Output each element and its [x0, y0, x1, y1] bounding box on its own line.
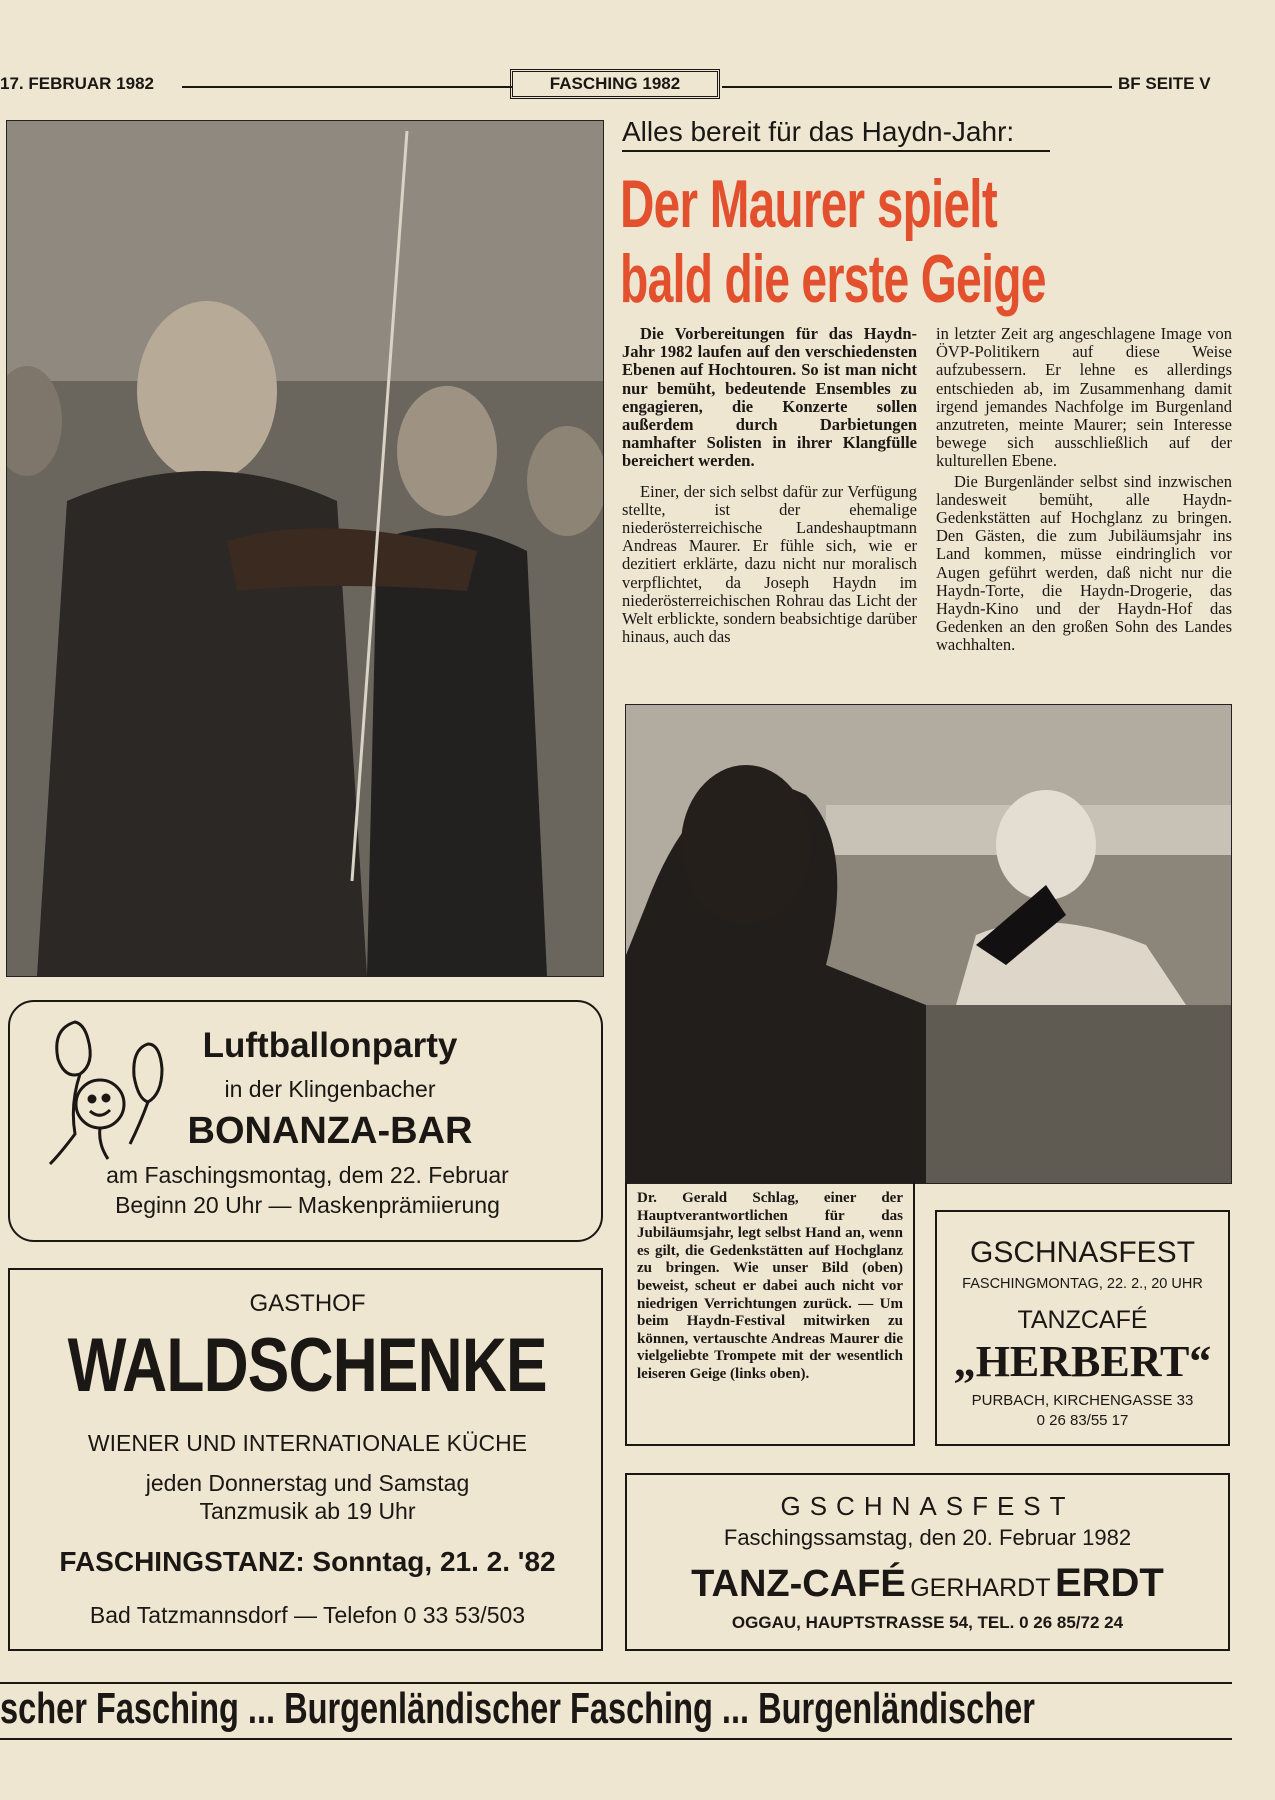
photo-caption: Dr. Gerald Schlag, einer der Hauptverantwortlichen für das Jubiläumsjahr, legt selbst Hand an, wenn es gilt, die Gedenkstätten auf Hochglanz zu bringen. Wie unser Bild (oben) beweist, scheut er dabei auch nicht vor niedrigen Verrichtungen zurück. — Um beim Haydn-Festival mitwirken zu können, vertauschte Andreas Maurer die vielgeliebte Trompete mit der wesentlich leiseren Geige (links oben).: [637, 1190, 903, 1382]
waldschenke-name: WALDSCHENKE: [67, 1323, 548, 1402]
waldschenke-cuisine: WIENER UND INTERNATIONALE KÜCHE: [87, 1430, 528, 1456]
article-column-left: [622, 325, 917, 658]
ad-luftballonparty: [8, 1000, 603, 1242]
erdt-name-line: [627, 1561, 1228, 1606]
photo-violinist: [6, 120, 604, 977]
violinist-image: [7, 121, 603, 976]
footer-banner: scher Fasching ... Burgenländischer Fasching ... Burgenländischer: [0, 1684, 1035, 1733]
erdt-title: GSCHNASFEST: [780, 1491, 1075, 1521]
waldschenke-event: FASCHINGSTANZ: Sonntag, 21. 2. '82: [59, 1546, 556, 1577]
waldschenke-line2: Tanzmusik ab 19 Uhr: [199, 1498, 416, 1524]
waldschenke-name-wrap: [10, 1322, 605, 1402]
herbert-title: GSCHNASFEST: [969, 1236, 1196, 1269]
header-rule-right: [722, 86, 1112, 88]
erdt-name-b: GERHARDT: [910, 1574, 1051, 1602]
article-lead: Die Vorbereitungen für das Haydn-Jahr 1982 laufen auf den verschiedensten Ebenen auf Hochtouren. So ist man nicht nur bemüht, bedeutende Ensembles zu engagieren, die Konzerte sollen außerdem durch Darbietungen namhafter Solisten in ihrer Klangfülle bereichert werden.: [622, 324, 917, 471]
waldschenke-line1: jeden Donnerstag und Samstag: [145, 1470, 470, 1496]
photo-bust: [625, 704, 1232, 1184]
balloon-title: Luftballonparty: [202, 1026, 458, 1065]
article-paragraph: in letzter Zeit arg angeschlagene Image von ÖVP-Politikern auf diese Weise aufzubessern. Er lehne es allerdings entschieden ab, im Zusammenhang damit irgend jemandes Nachfolge im Burgenland anzutreten, meinte Maurer; sein Interesse bewege sich ausschließlich auf der kulturellen Ebene.: [936, 324, 1232, 471]
bust-image: [626, 705, 1231, 1183]
footer-rule-bottom: [0, 1738, 1232, 1740]
headline-1-text: Der Maurer spielt: [620, 166, 997, 242]
article-paragraph: Die Burgenländer selbst sind inzwischen landesweit bemüht, alle Haydn-Gedenkstätten auf Hochglanz zu bringen. Den Gästen, die zum Jubiläumsjahr ins Land kommen, müsse eindringlich vor Augen geführt werden, daß nicht nur die Haydn-Torte, die Haydn-Drogerie, das Haydn-Kino und der Haydn-Hof das Gedenken an den großen Sohn des Landes wachhalten.: [936, 471, 1232, 655]
erdt-name-a: TANZ-CAFÉ: [691, 1563, 906, 1605]
article-kicker: Alles bereit für das Haydn-Jahr:: [622, 116, 1015, 147]
waldschenke-place: Bad Tatzmannsdorf — Telefon 0 33 53/503: [89, 1602, 526, 1628]
herbert-phone: 0 26 83/55 17: [1036, 1412, 1129, 1429]
balloon-line3: Beginn 20 Uhr — Maskenprämiierung: [115, 1192, 500, 1218]
article-column-right: [936, 325, 1232, 667]
header-rule-left: [182, 86, 512, 88]
herbert-pre: TANZCAFÉ: [1017, 1306, 1148, 1334]
headline-2-text: bald die erste Geige: [620, 241, 1046, 317]
page-number: BF SEITE V: [1118, 74, 1211, 93]
ad-tanzcafe-erdt: [625, 1473, 1230, 1651]
header-bar: [0, 72, 1240, 100]
herbert-address: PURBACH, KIRCHENGASSE 33: [971, 1392, 1194, 1409]
balloon-line2: am Faschingsmontag, dem 22. Februar: [106, 1162, 509, 1188]
balloon-icon: [40, 1014, 175, 1174]
header-date: 17. FEBRUAR 1982: [0, 74, 155, 93]
balloon-venue: BONANZA-BAR: [187, 1110, 473, 1152]
erdt-name-c: ERDT: [1054, 1561, 1164, 1605]
waldschenke-pre: GASTHOF: [249, 1290, 366, 1317]
headline-line-2: [620, 240, 1200, 320]
ad-waldschenke: [8, 1268, 603, 1651]
headline-line-1: [620, 165, 1140, 245]
herbert-date: FASCHINGMONTAG, 22. 2., 20 UHR: [962, 1276, 1203, 1292]
balloon-line1: in der Klingenbacher: [224, 1076, 436, 1102]
kicker-underline: [622, 150, 1050, 152]
photo-caption-box: [625, 1182, 915, 1446]
herbert-name: „HERBERT“: [953, 1337, 1212, 1386]
erdt-address: OGGAU, HAUPTSTRASSE 54, TEL. 0 26 85/72 24: [731, 1613, 1124, 1632]
erdt-date: Faschingssamstag, den 20. Februar 1982: [723, 1525, 1132, 1550]
footer-banner-wrap: [0, 1684, 1240, 1738]
section-label: FASCHING 1982: [510, 69, 720, 99]
article-paragraph: Einer, der sich selbst dafür zur Verfügung stellte, ist der ehemalige niederösterreichische Landeshauptmann Andreas Maurer. Er fühle sich, wie er dezitiert erklärte, dazu nicht nur moralisch verpflichtet, da Joseph Haydn im niederösterreichischen Rohrau das Licht der Welt erblickte, sondern beabsichtige darüber hinaus, auch das: [622, 481, 917, 647]
ad-tanzcafe-herbert: [935, 1210, 1230, 1446]
